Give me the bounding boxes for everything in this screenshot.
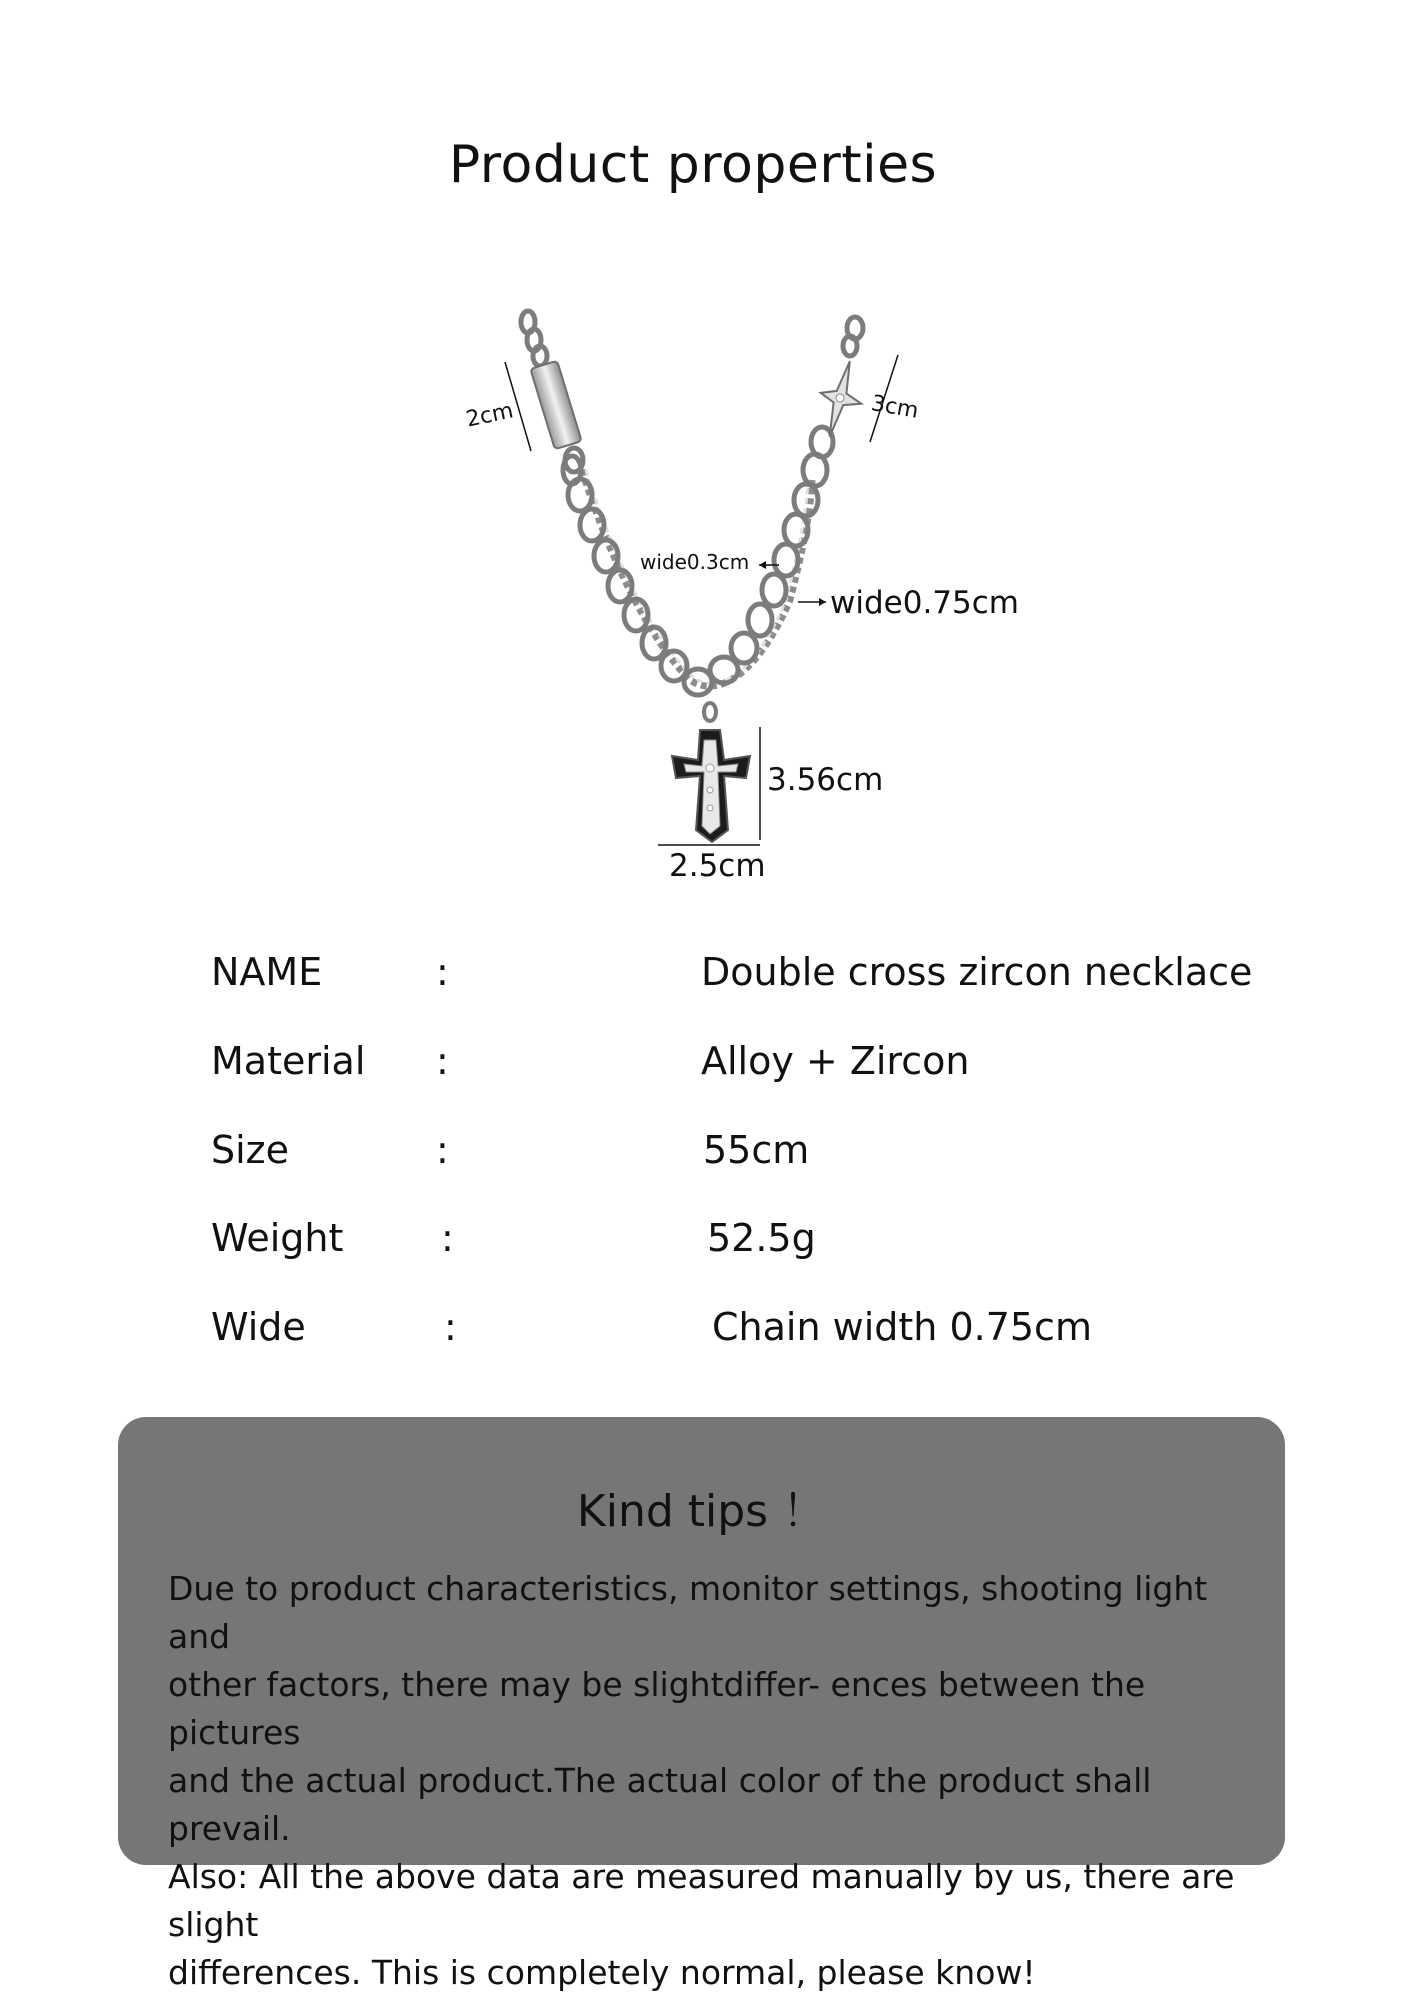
property-label: Weight — [211, 1216, 344, 1260]
kind-tips-line: and the actual product.The actual color of the product shall prevail. — [168, 1761, 1152, 1848]
page-title: Product properties — [448, 135, 938, 195]
property-label: Size — [211, 1128, 290, 1172]
property-row-material — [0, 1039, 1421, 1099]
kind-tips-panel — [118, 1417, 1285, 1992]
necklace-figure — [0, 0, 1421, 900]
property-value: 55cm — [703, 1128, 810, 1172]
pendant-width-label: 2.5cm — [669, 848, 766, 884]
thick-chain-right — [710, 317, 863, 683]
property-row-size — [0, 1128, 1421, 1188]
property-value: Double cross zircon necklace — [701, 950, 1253, 994]
property-value: 52.5g — [707, 1216, 816, 1260]
kind-tips-line: differences. This is completely normal, please know! — [168, 1953, 1036, 1992]
property-separator: : — [436, 1039, 449, 1083]
property-separator: : — [441, 1216, 454, 1260]
property-row-name — [0, 950, 1421, 1010]
property-separator: : — [436, 950, 449, 994]
property-label: Wide — [211, 1305, 306, 1349]
small-cross-length-label: 3cm — [869, 391, 921, 424]
property-value: Alloy + Zircon — [701, 1039, 970, 1083]
bar-length-label: 2cm — [463, 398, 516, 433]
pendant-height-label: 3.56cm — [767, 762, 884, 798]
thin-chain-width-label: wide0.3cm — [640, 550, 750, 574]
kind-tips-line: other factors, there may be slightdiffer- ences between the pictures — [168, 1665, 1146, 1752]
property-label: NAME — [211, 950, 323, 994]
property-row-weight — [0, 1216, 1421, 1276]
necklace-illustration — [0, 0, 1421, 900]
kind-tips-title: Kind tips ！ — [576, 1486, 827, 1537]
kind-tips-line: Due to product characteristics, monitor settings, shooting light and — [168, 1569, 1208, 1656]
property-separator: : — [436, 1128, 449, 1172]
property-value: Chain width 0.75cm — [712, 1305, 1092, 1349]
kind-tips-line: Also: All the above data are measured manually by us, there are slight — [168, 1857, 1235, 1944]
property-row-wide — [0, 1305, 1421, 1365]
property-separator: : — [444, 1305, 457, 1349]
kind-tips-body — [168, 1565, 1258, 1997]
thick-chain-width-label: wide0.75cm — [830, 585, 1019, 621]
thin-chain — [582, 470, 812, 686]
cross-pendant — [672, 703, 750, 842]
property-label: Material — [211, 1039, 366, 1083]
